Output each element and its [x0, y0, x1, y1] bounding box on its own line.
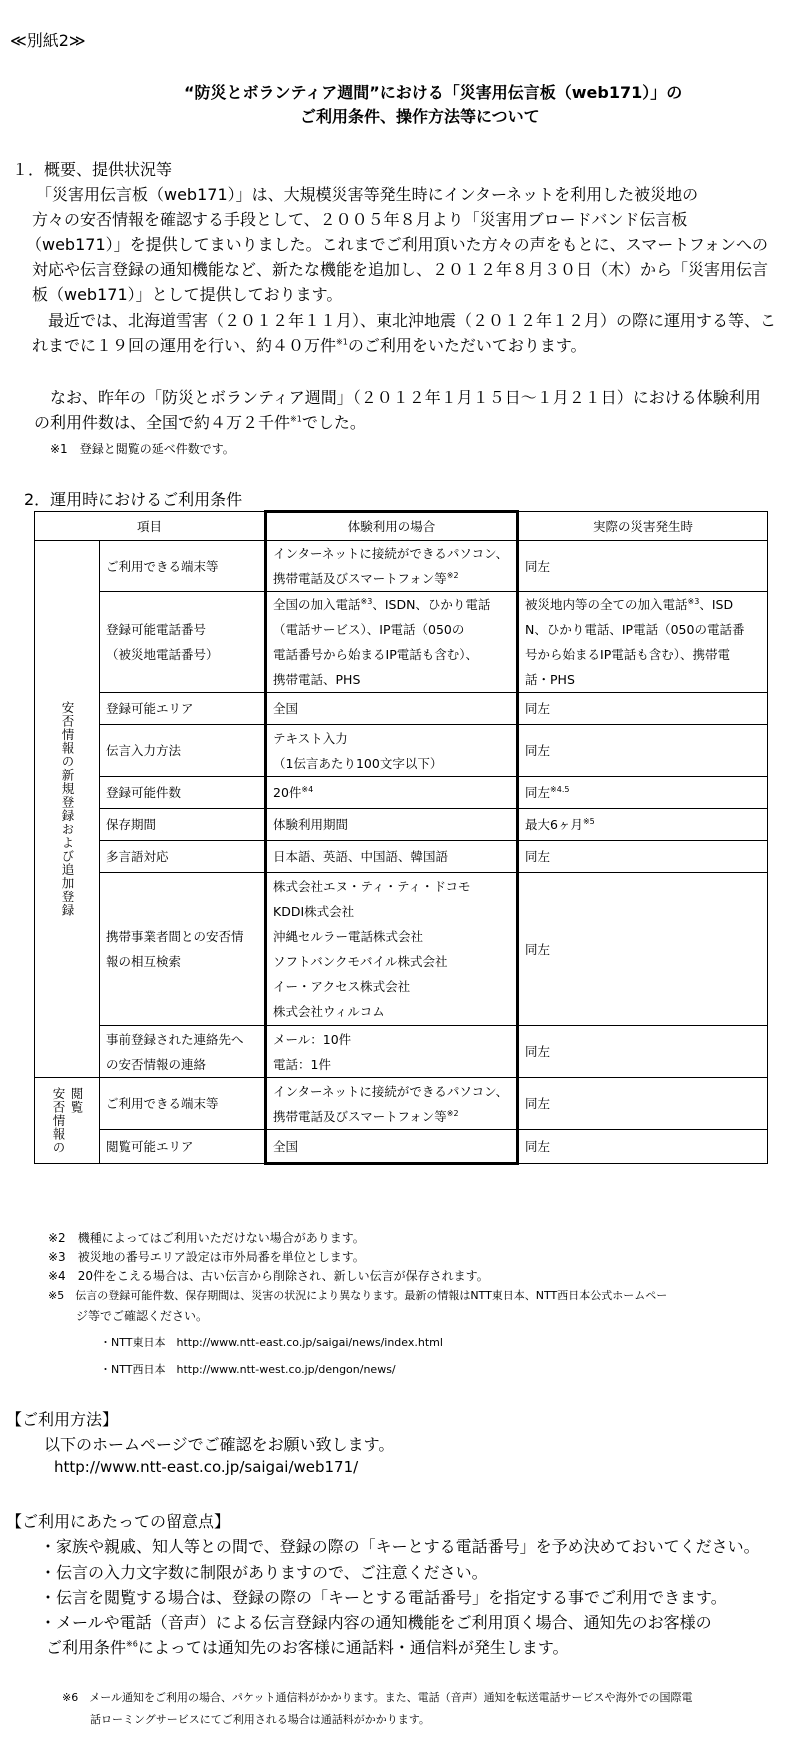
row-real: 同左 — [518, 725, 768, 777]
row-exp: メール：10件 電話：1件 — [266, 1026, 518, 1078]
usage-text: 以下のホームページでご確認をお願い致します。 — [44, 1435, 395, 1454]
footnote-mark: ※1 — [336, 337, 348, 347]
link-ntt-east[interactable]: ・NTT東日本 http://www.ntt-east.co.jp/saigai/news/index.html — [100, 1336, 443, 1349]
link-ntt-west[interactable]: ・NTT西日本 http://www.ntt-west.co.jp/dengon/news/ — [100, 1363, 396, 1376]
section1-line: の利用件数は、全国で約４万２千件$^{※1}$でした。 — [34, 413, 366, 432]
note-4: ※4 20件をこえる場合は、古い伝言から削除され、新しい伝言が保存されます。 — [48, 1269, 489, 1283]
table-row — [35, 592, 768, 693]
section1-line: 対応や伝言登録の通知機能など、新たな機能を追加し、２０１２年８月３０日（木）から「災害用伝言 — [32, 260, 769, 279]
section1-line: 方々の安否情報を確認する手段として、２００５年８月より「災害用ブロードバンド伝言板 — [32, 210, 688, 229]
row-exp: テキスト入力 （1伝言あたり100文字以下） — [266, 725, 518, 777]
footnote-mark: ※1 — [290, 414, 302, 424]
caution-item: ・伝言の入力文字数に制限がありますので、ご注意ください。 — [40, 1563, 488, 1582]
group-label-browse: 安否情報の 閲覧 — [35, 1078, 100, 1164]
caution-item: ・伝言を閲覧する場合は、登録の際の「キーとする電話番号」を指定する事でご利用できます。 — [40, 1588, 727, 1607]
row-real: 最大6ヶ月$^{※5}$ — [518, 809, 768, 841]
table-row — [35, 541, 768, 592]
section1-heading: １．概要、提供状況等 — [12, 160, 173, 179]
table-row — [35, 693, 768, 725]
section2-heading: 2．運用時におけるご利用条件 — [24, 490, 243, 509]
header-item: 項目 — [35, 512, 266, 541]
row-exp: インターネットに接続ができるパソコン、 携帯電話及びスマートフォン等$^{※2}$ — [266, 1078, 518, 1130]
row-real: 同左 — [518, 841, 768, 873]
row-exp: 体験利用期間 — [266, 809, 518, 841]
row-real: 同左 — [518, 1026, 768, 1078]
usage-heading: 【ご利用方法】 — [6, 1410, 119, 1429]
table-row — [35, 1026, 768, 1078]
section1-line: （web171）」を提供してまいりました。これまでご利用頂いた方々の声をもとに、スマートフォンへの — [26, 235, 769, 254]
row-item: ご利用できる端末等 — [100, 541, 266, 592]
section1-line: 「災害用伝言板（web171）」は、大規模災害等発生時にインターネットを利用した被災地の — [36, 185, 699, 204]
caution-item: ・メールや電話（音声）による伝言登録内容の通知機能をご利用頂く場合、通知先のお客様の — [40, 1613, 712, 1632]
note-5-cont: ジ等でご確認ください。 — [76, 1309, 209, 1323]
caution-item: ・家族や親戚、知人等との間で、登録の際の「キーとする電話番号」を予め決めておいてください。 — [40, 1537, 760, 1556]
row-item: 閲覧可能エリア — [100, 1130, 266, 1164]
table-row — [35, 841, 768, 873]
row-exp: 株式会社エヌ・ティ・ティ・ドコモ KDDI株式会社 沖縄セルラー電話株式会社 ソフトバンクモバイル株式会社 イー・アクセス株式会社 株式会社ウィルコム — [266, 873, 518, 1026]
row-item: 登録可能電話番号 （被災地電話番号） — [100, 592, 266, 693]
row-exp: 日本語、英語、中国語、韓国語 — [266, 841, 518, 873]
footnote-6: ※6 メール通知をご利用の場合、パケット通信料がかかります。また、電話（音声）通知を転送電話サービスや海外での国際電 — [62, 1691, 693, 1704]
table-header-row — [35, 512, 768, 541]
group-label-registration: 安否情報の新規登録および追加登録 — [35, 541, 100, 1078]
section1-line: なお、昨年の「防災とボランティア週間」（２０１２年１月１５日～１月２１日）における体験利用 — [50, 388, 761, 407]
table-row — [35, 1130, 768, 1164]
section1-line: 板（web171）」として提供しております。 — [32, 285, 343, 304]
section1-line: れまでに１９回の運用を行い、約４０万件$^{※1}$のご利用をいただいております。 — [32, 336, 587, 355]
row-exp: インターネットに接続ができるパソコン、 携帯電話及びスマートフォン等$^{※2}$ — [266, 541, 518, 592]
row-item: 登録可能件数 — [100, 777, 266, 809]
row-real: 被災地内等の全ての加入電話$^{※3}$、ISD N、ひかり電話、IP電話（050の電話番 号から始まるIP電話も含む）、携帯電 話・PHS — [518, 592, 768, 693]
attachment-label: ≪別紙2≫ — [10, 31, 86, 50]
table-row — [35, 1078, 768, 1130]
footnote-mark: ※6 — [126, 1639, 138, 1649]
cautions-heading: 【ご利用にあたっての留意点】 — [6, 1512, 231, 1531]
row-item: 携帯事業者間との安否情 報の相互検索 — [100, 873, 266, 1026]
page-title-line1: “防災とボランティア週間”における「災害用伝言板（web171）」の — [184, 83, 683, 102]
footnote-1: ※1 登録と閲覧の延べ件数です。 — [50, 442, 235, 456]
section1-line: 最近では、北海道雪害（２０１２年１１月）、東北沖地震（２０１２年１２月）の際に運用する等、こ — [48, 311, 777, 330]
row-real: 同左 — [518, 541, 768, 592]
row-item: 登録可能エリア — [100, 693, 266, 725]
conditions-table — [34, 510, 768, 1165]
row-real: 同左$^{※4.5}$ — [518, 777, 768, 809]
row-item: 事前登録された連絡先へ の安否情報の連絡 — [100, 1026, 266, 1078]
row-real: 同左 — [518, 1078, 768, 1130]
row-real: 同左 — [518, 1130, 768, 1164]
row-exp: 20件$^{※4}$ — [266, 777, 518, 809]
note-5: ※5 伝言の登録可能件数、保存期間は、災害の状況により異なります。最新の情報はNTT東日本、NTT西日本公式ホームペー — [48, 1289, 668, 1302]
table-row — [35, 777, 768, 809]
note-3: ※3 被災地の番号エリア設定は市外局番を単位とします。 — [48, 1250, 365, 1264]
header-real: 実際の災害発生時 — [518, 512, 768, 541]
table-row — [35, 725, 768, 777]
usage-url-link[interactable]: http://www.ntt-east.co.jp/saigai/web171/ — [54, 1458, 359, 1476]
row-exp: 全国の加入電話$^{※3}$、ISDN、ひかり電話 （電話サービス）、IP電話（050の 電話番号から始まるIP電話も含む）、 携帯電話、PHS — [266, 592, 518, 693]
row-exp: 全国 — [266, 693, 518, 725]
row-item: 多言語対応 — [100, 841, 266, 873]
footnote-6-cont: 話ローミングサービスにてご利用される場合は通話料がかかります。 — [90, 1713, 430, 1726]
table-row — [35, 809, 768, 841]
row-real: 同左 — [518, 873, 768, 1026]
row-exp: 全国 — [266, 1130, 518, 1164]
table-row — [35, 873, 768, 1026]
row-item: 伝言入力方法 — [100, 725, 266, 777]
caution-item: ご利用条件$^{※6}$によっては通知先のお客様に通話料・通信料が発生します。 — [46, 1638, 569, 1657]
row-real: 同左 — [518, 693, 768, 725]
row-item: 保存期間 — [100, 809, 266, 841]
page-title-line2: ご利用条件、操作方法等について — [300, 107, 540, 126]
header-experience: 体験利用の場合 — [266, 512, 518, 541]
row-item: ご利用できる端末等 — [100, 1078, 266, 1130]
note-2: ※2 機種によってはご利用いただけない場合があります。 — [48, 1231, 365, 1245]
